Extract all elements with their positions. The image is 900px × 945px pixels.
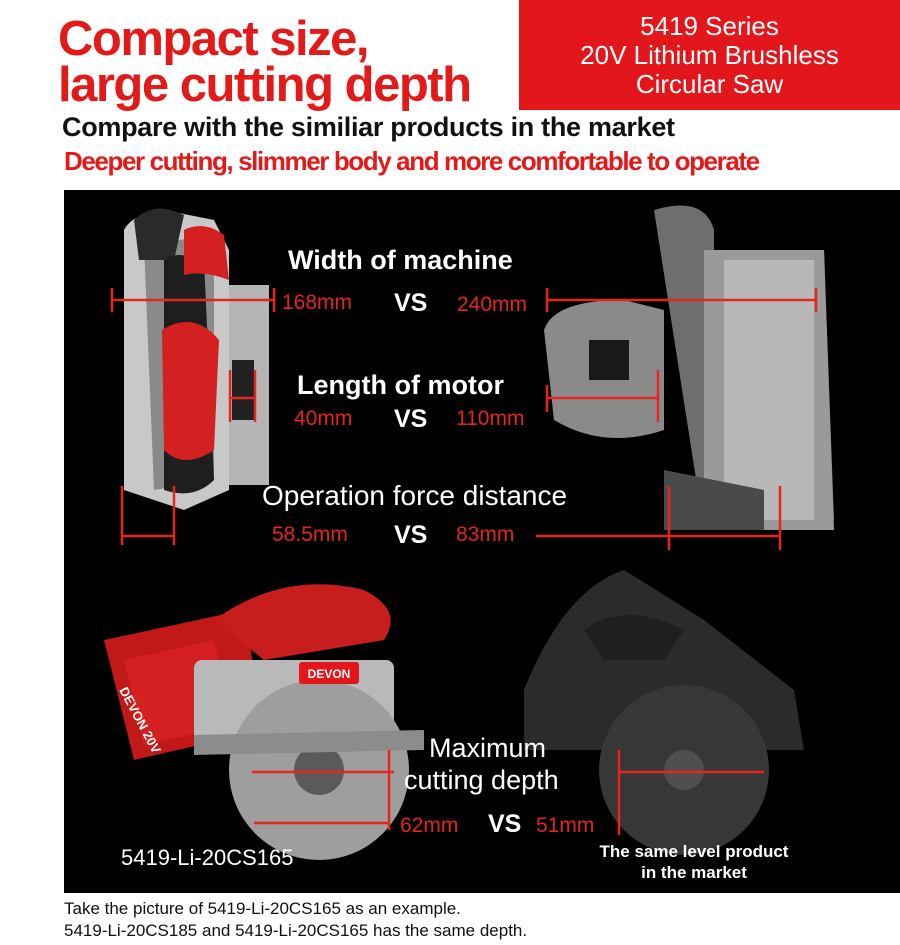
- force-vs: VS: [394, 521, 428, 549]
- motor-ours: 40mm: [294, 407, 353, 430]
- competitor-caption-line1: The same level product: [599, 842, 789, 861]
- footer-note: [64, 898, 527, 942]
- series-box: [519, 0, 900, 110]
- our-saw-side-view: [104, 584, 424, 860]
- subtitle: Deeper cutting, slimmer body and more comfortable to operate: [64, 146, 759, 176]
- compare-title: Compare with the similiar products in the market: [62, 112, 675, 142]
- force-label: Operation force distance: [262, 480, 568, 511]
- headline-line2: large cutting depth: [58, 58, 471, 112]
- width-vs: VS: [394, 289, 428, 317]
- force-ours: 58.5mm: [272, 523, 348, 546]
- width-theirs: 240mm: [457, 293, 528, 316]
- depth-theirs: 51mm: [536, 814, 595, 837]
- competitor-caption-line2: in the market: [641, 863, 747, 882]
- depth-ours: 62mm: [400, 814, 459, 837]
- footer-line2: 5419-Li-20CS185 and 5419-Li-20CS165 has the same depth.: [64, 921, 528, 940]
- model-caption: 5419-Li-20CS165: [121, 845, 294, 870]
- series-desc-line2: Circular Saw: [635, 69, 784, 99]
- footer-line1: Take the picture of 5419-Li-20CS165 as an example.: [64, 899, 461, 918]
- comparison-panel: [64, 190, 900, 893]
- motor-label: Length of motor: [297, 370, 504, 400]
- width-ours: 168mm: [282, 291, 353, 314]
- headline: [58, 12, 471, 112]
- our-saw-top-view: [124, 209, 269, 510]
- competitor-saw-top-view: [544, 206, 834, 531]
- headline-line1: Compact size,: [58, 12, 368, 66]
- depth-vs: VS: [488, 810, 522, 838]
- motor-theirs: 110mm: [456, 407, 525, 430]
- force-theirs: 83mm: [456, 523, 515, 546]
- depth-label-line2: cutting depth: [404, 765, 559, 795]
- battery-brand-text: DEVON 20V: [116, 684, 164, 756]
- width-label: Width of machine: [288, 245, 513, 275]
- body-brand-text: DEVON: [307, 667, 351, 681]
- competitor-saw-side-view: [524, 570, 804, 855]
- motor-vs: VS: [394, 405, 428, 433]
- series-desc-line1: 20V Lithium Brushless: [580, 40, 839, 70]
- series-name: 5419 Series: [640, 11, 779, 41]
- depth-label-line1: Maximum: [429, 733, 547, 763]
- competitor-caption: [564, 841, 824, 883]
